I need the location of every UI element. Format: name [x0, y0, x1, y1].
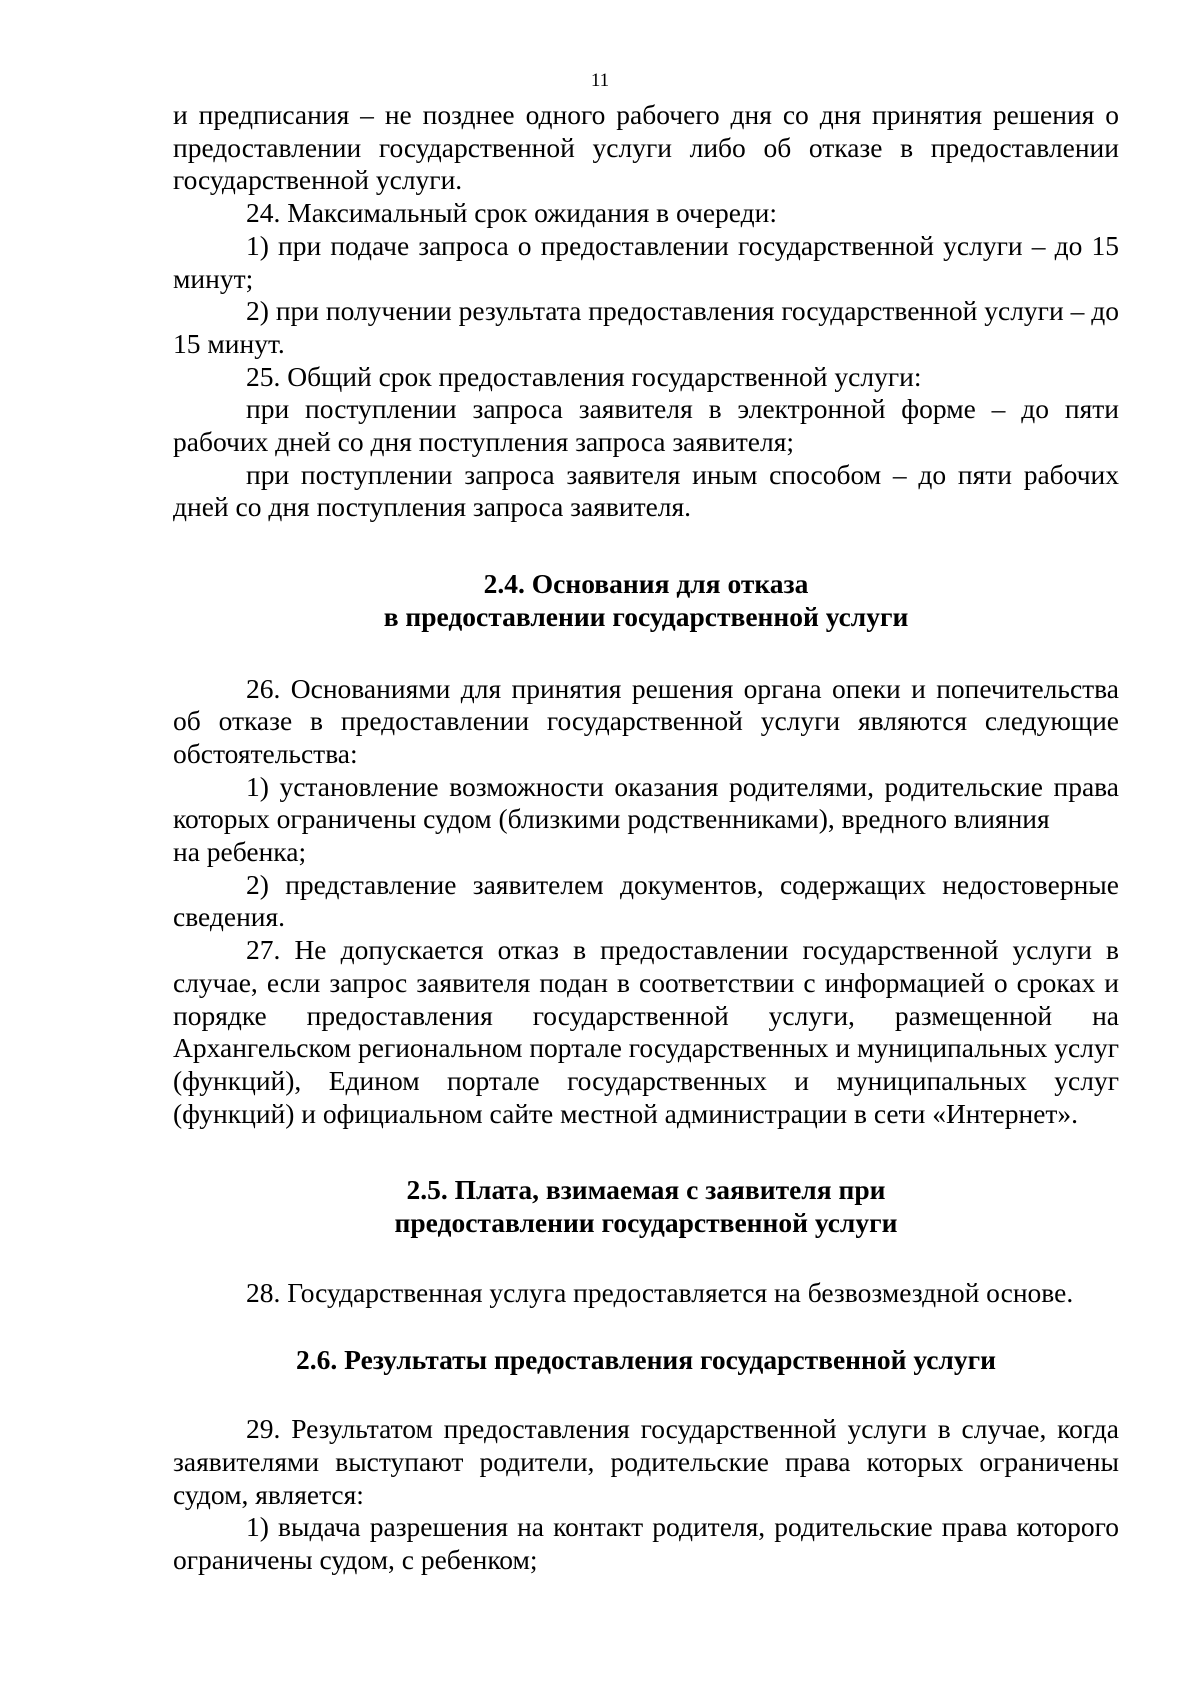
- section-2-4-heading-line-1: 2.4. Основания для отказа: [483, 568, 809, 600]
- paragraph-29: 29. Результатом предоставления государственной услуги в случае, когда заявителями выступают родители, родительские права которых ограничены судом, является:: [173, 1413, 1119, 1510]
- section-2-5-heading-line-1: 2.5. Плата, взимаемая с заявителя при: [406, 1174, 886, 1206]
- section-2-5-heading-line-2: предоставлении государственной услуги: [394, 1207, 898, 1239]
- paragraph-29-item-1: 1) выдача разрешения на контакт родителя, родительские права которого ограничены судом, с ребенком;: [173, 1511, 1119, 1576]
- paragraph-25: 25. Общий срок предоставления государственной услуги:: [246, 360, 922, 392]
- paragraph-25-item-2: при поступлении запроса заявителя иным способом – до пяти рабочих дней со дня поступления запроса заявителя.: [173, 458, 1119, 523]
- paragraph-24-item-2: 2) при получении результата предоставления государственной услуги – до 15 минут.: [173, 295, 1119, 359]
- paragraph-26-item-1-continuation: на ребенка;: [173, 836, 307, 868]
- section-2-4-heading-line-2: в предоставлении государственной услуги: [383, 600, 909, 632]
- paragraph-26-item-2: 2) представление заявителем документов, содержащих недостоверные сведения.: [173, 868, 1119, 933]
- paragraph-26: 26. Основаниями для принятия решения органа опеки и попечительства об отказе в предоставлении государственной услуги являются следующие обстоятельства:: [173, 672, 1119, 769]
- section-2-6-heading: 2.6. Результаты предоставления государственной услуги: [296, 1343, 996, 1375]
- paragraph-26-item-1: 1) установление возможности оказания родителями, родительские права которых ограничены судом (близкими родственниками), вредного влияния: [173, 770, 1119, 835]
- paragraph-continuation: и предписания – не позднее одного рабочего дня со дня принятия решения о предоставлении государственной услуги либо об отказе в предоставлении государственной услуги.: [173, 99, 1119, 196]
- paragraph-24: 24. Максимальный срок ожидания в очереди:: [246, 197, 777, 229]
- paragraph-25-item-1: при поступлении запроса заявителя в электронной форме – до пяти рабочих дней со дня поступления запроса заявителя;: [173, 393, 1119, 458]
- paragraph-24-item-1: 1) при подаче запроса о предоставлении государственной услуги – до 15 минут;: [173, 229, 1119, 294]
- document-body: [173, 99, 1119, 1577]
- page-number: 11: [590, 70, 610, 91]
- paragraph-27: 27. Не допускается отказ в предоставлении государственной услуги в случае, если запрос заявителя подан в соответствии с информацией о сроках и порядке предоставления государственной услуги, размещенной на Архангельском региональном портале государственных и муниципальных услуг (функций), Едином портале государственных и муниципальных услуг (функций) и официальном сайте местной администрации в сети «Интернет».: [173, 934, 1119, 1129]
- paragraph-28: 28. Государственная услуга предоставляется на безвозмездной основе.: [246, 1276, 1074, 1308]
